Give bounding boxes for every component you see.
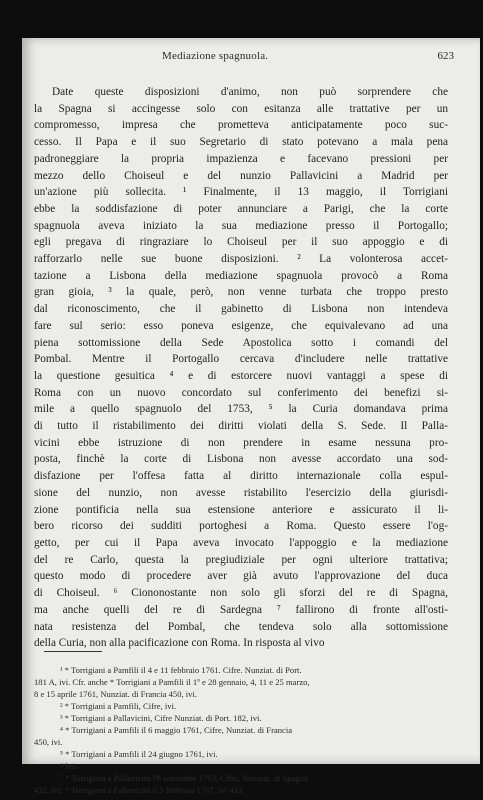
body-paragraph <box>34 84 448 652</box>
footnote-line: 432, ivi; * Torrigiani a Pallavicini il 5 febbraio 1767, ivi 433. <box>34 785 245 795</box>
footnote-line: ³ * Torrigiani a Pallavicini, Cifre Nunziat. di Port. 182, ivi. <box>60 713 262 723</box>
text-line: cesso. Il Papa e il suo Segretario di stato potevano a mala pena <box>34 136 448 149</box>
footnote-line: ² * Torrigiani a Pamfili, Cifre, ivi. <box>60 701 177 711</box>
text-line: rafforzarlo nelle sue buone disposizioni. ² La volonterosa accet- <box>34 253 448 266</box>
footnote-line: ⁶ Ivi. <box>60 761 77 771</box>
text-line: posta, finchè la corte di Lisbona non avesse accordato una sod- <box>34 453 448 466</box>
footnotes <box>34 664 448 796</box>
text-line: ebbe la soddisfazione di poter annunciare a Parigi, che la corte <box>34 202 448 215</box>
footnote-line: 181 A, ivi. Cfr. anche * Torrigiani a Pamfili il 1º e 28 gennaio, 4, 11 e 25 marzo, <box>34 677 310 687</box>
page-number: 623 <box>437 50 454 62</box>
text-line: compromesso, impresa che prometteva anticipatamente poco suc- <box>34 119 448 132</box>
footnote-line: ¹ * Torrigiani a Pamfili il 4 e 11 febbraio 1761. Cifre. Nunziat. di Port. <box>60 665 302 675</box>
book-page <box>22 38 480 795</box>
text-line: spagnuola aveva iniziato la sua mediazione presso il Portogallo; <box>34 219 448 232</box>
footnote-line: ⁷ * Torrigiani a Pallavicini l'8 settembre 1763, Cifre, Nunziat. di Spagna <box>60 773 308 783</box>
text-line: Pombal. Mentre il Portogallo cercava d'includere nelle trattative <box>34 353 448 366</box>
text-line: egli pregava di ringraziare lo Choiseul per il suo appoggio e di <box>34 236 448 249</box>
footnote-rule <box>44 651 102 652</box>
text-line: ma anche quelli del re di Sardegna ⁷ fallirono di fronte all'osti- <box>34 603 448 616</box>
text-line: della Curia, non alla pacificazione con Roma. In risposta al vivo <box>34 637 325 650</box>
text-line: piena sottomissione della Sede Apostolica sotto i comandi del <box>34 336 448 349</box>
footnote-line: 8 e 15 aprile 1761, Nunziat. di Francia 450, ivi. <box>34 689 198 699</box>
text-line: vicini ebbe istruzione di non prendere in esame nessuna pro- <box>34 436 448 449</box>
text-line: la Spagna si accingesse solo con esitanza alle trattative per un <box>34 102 448 115</box>
footnote-line: 450, ivi. <box>34 737 63 747</box>
text-line: la questione gesuitica ⁴ e di estorcere nuovi vantaggi a spese di <box>34 369 448 382</box>
page-header <box>22 50 480 66</box>
footnote-line: ⁵ * Torrigiani a Pamfili il 24 giugno 1761, ivi. <box>60 749 218 759</box>
text-line: bero ricorso dei sudditi portoghesi a Roma. Questo essere l'og- <box>34 520 448 533</box>
text-line: mezzo dello Choiseul e del nunzio Pallavicini a Madrid per <box>34 169 448 182</box>
text-line: disfazione per l'offesa fatta al diritto internazionale colla espul- <box>34 470 448 483</box>
text-line: padroneggiare la propria impazienza e facevano pressioni per <box>34 152 448 165</box>
text-line: tazione a Lisbona della mediazione spagnuola provocò a Roma <box>34 269 448 282</box>
text-line: questo modo di procedere aver già avuto l'approvazione del duca <box>34 570 448 583</box>
text-line: nata resistenza del Pombal, che tendeva solo alla sottomissione <box>34 620 448 633</box>
text-line: Date queste disposizioni d'animo, non può sorprendere che <box>52 86 448 98</box>
text-line: mile a quello spagnuolo del 1753, ⁵ la Curia domandava prima <box>34 403 448 416</box>
text-line: dal riconoscimento, che il gabinetto di Lisbona non intendeva <box>34 303 448 316</box>
text-line: fare sul serio: esso poneva esigenze, che equivalevano ad una <box>34 319 448 332</box>
text-line: Roma con un nuovo concordato sul conferimento dei benefizi si- <box>34 386 448 399</box>
text-line: di Choiseul. ⁶ Ciononostante non solo gli sforzi del re di Spagna, <box>34 587 448 600</box>
text-line: getto, per cui il Papa aveva invocato l'appoggio e la mediazione <box>34 536 448 549</box>
running-title: Mediazione spagnuola. <box>162 50 269 62</box>
footnote-line: ⁴ * Torrigiani a Pamfili il 6 maggio 1761, Cifre, Nunziat. di Francia <box>60 725 293 735</box>
text-line: del re Carlo, questa la pregiudiziale per ogni ulteriore trattativa; <box>34 553 448 566</box>
text-line: gran gioia, ³ la quale, però, non venne turbata che troppo presto <box>34 286 448 299</box>
text-line: sione del nunzio, non avesse ristabilito l'esercizio della giurisdi- <box>34 486 448 499</box>
text-line: un'azione più sollecita. ¹ Finalmente, il 13 maggio, il Torrigiani <box>34 186 448 199</box>
text-line: di tutto il ristabilimento dei diritti violati della S. Sede. Il Palla- <box>34 420 448 433</box>
text-line: zione pontificia nella sua estensione anteriore e assicurato il li- <box>34 503 448 516</box>
